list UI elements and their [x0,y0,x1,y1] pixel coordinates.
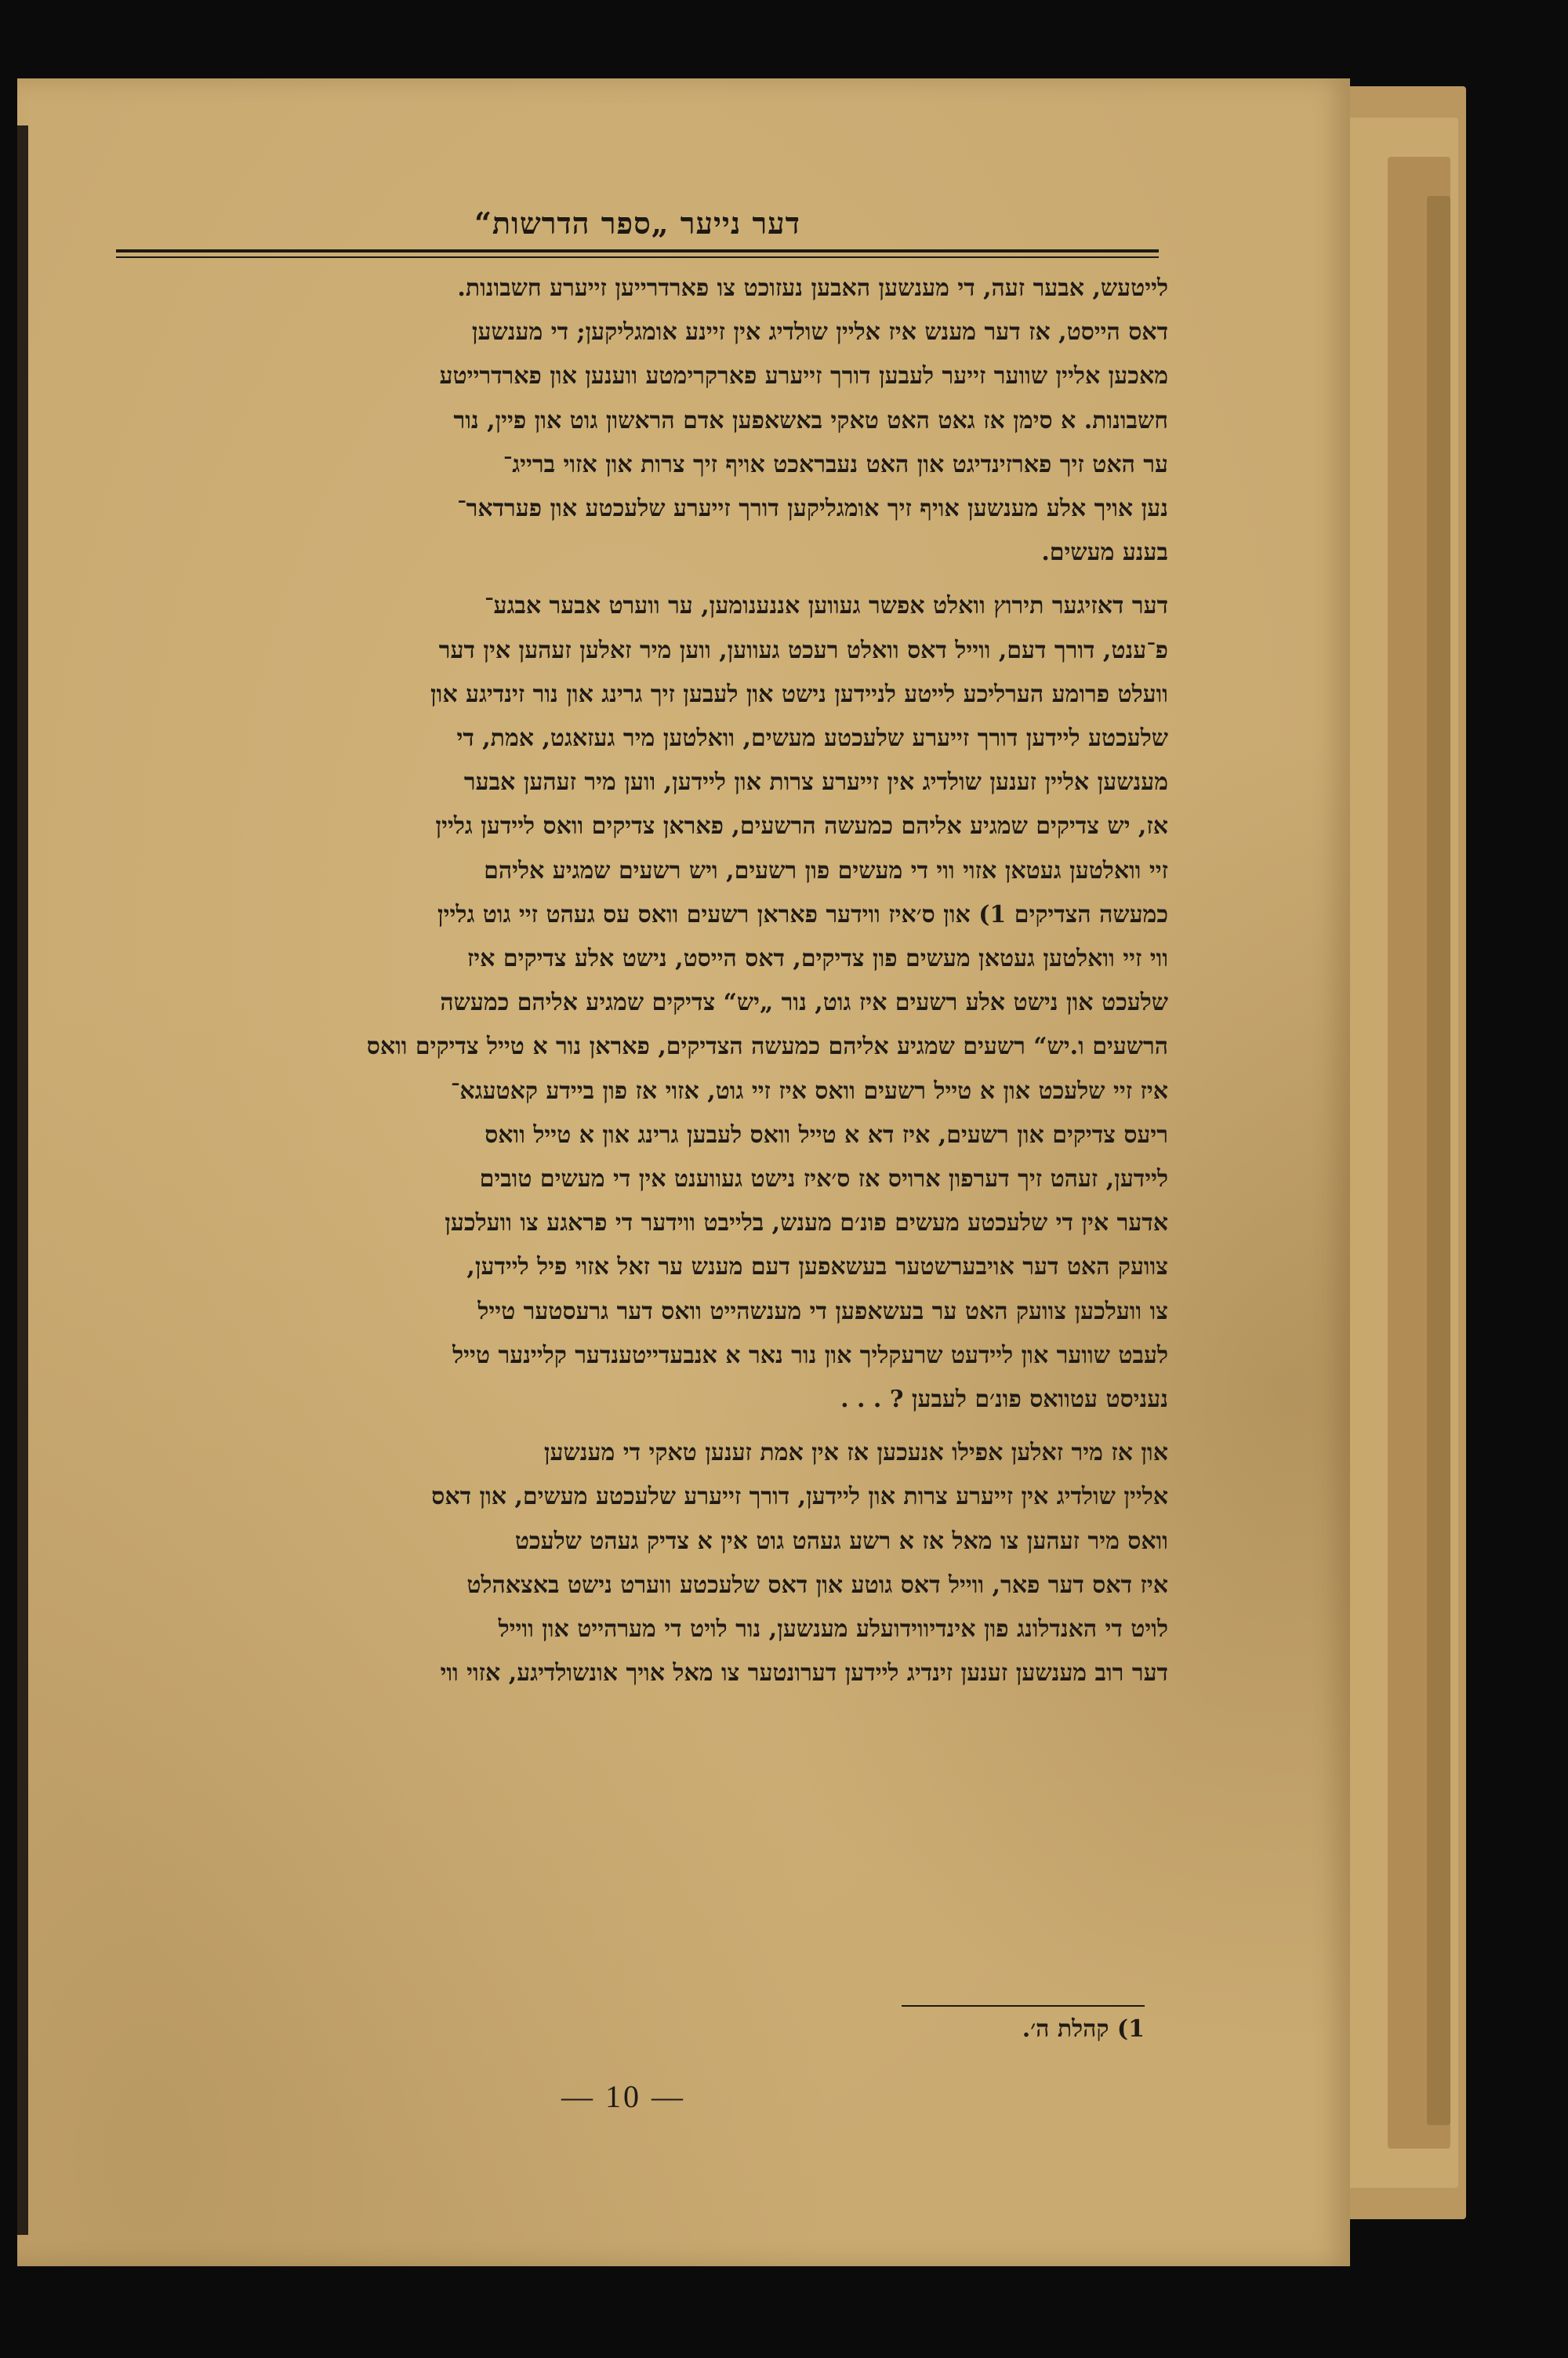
text-line: ליידען, זעהט זיך דערפון ארויס אז ס׳איז נישט געווענט אין די מעשים טובים [479,1165,1168,1194]
paragraph [110,1431,1168,1695]
text-line: הרשעים ו.יש“ רשעים שמגיע אליהם כמעשה הצדיקים, פאראן נור א טייל צדיקים וואס [366,1033,1168,1061]
text-line: דער דאזיגער תירוץ וואלט אפשר געווען אננענומען, ער ווערט אבער אבגע־ [485,592,1168,620]
text-line: ער האט זיך פארזינדיגט און האט נעבראכט אויף זיך צרות און אזוי ברייג־ [503,450,1168,478]
text-line: פ־ענט, דורך דעם, ווייל דאס וואלט רעכט געווען, ווען מיר זאלען זעהען אין דער [438,636,1168,664]
text-line: אליין שולדיג אין זייערע צרות און ליידען, דורך זייערע שלעכטע מעשים, און דאס [431,1483,1168,1511]
text-line: שלעכטע ליידען דורך זייערע שלעכטע מעשים, וואלטען מיר געזאגט, אמת, די [456,725,1168,753]
text-line: וואס מיר זעהען צו מאל אז א רשע געהט גוט אין א צדיק געהט שלעכט [514,1527,1168,1555]
text-line: שלעכט און נישט אלע רשעים איז גוט, נור „יש“ צדיקים שמגיע אליהם כמעשה [440,989,1168,1017]
text-line: און אז מיר זאלען אפילו אנעכען אז אין אמת זענען טאקי די מענשען [543,1439,1168,1467]
text-line: איז דאס דער פאר, ווייל דאס גוטע און דאס שלעכטע ווערט נישט באצאהלט [466,1571,1168,1599]
text-line: לויט די האנדלונג פון אינדיווידועלע מענשען, נור לויט די מערהייט און ווייל [498,1615,1168,1644]
text-line: חשבונות. א סימן אז גאט האט טאקי באשאפען אדם הראשון גוט און פיין, נור [453,406,1168,434]
text-line: לעבט שווער און ליידעט שרעקליך און נור נאר א אנבעדייטענדער קליינער טייל [452,1341,1168,1369]
text-line: צו וועלכען צוועק האט ער בעשאפען די מענשהייט וואס דער גרעסטער טייל [477,1297,1168,1325]
text-line: אז, יש צדיקים שמגיע אליהם כמעשה הרשעים, פאראן צדיקים וואס ליידען גליין [435,812,1168,841]
text-line: אדער אין די שלעכטע מעשים פונ׳ם מענש, בלייבט ווידער די פראגע צו וועלכען [445,1209,1168,1237]
header-rule-thin [116,256,1159,258]
text-line: מענשען אליין זענען שולדיג אין זייערע צרות און ליידען, ווען מיר זעהען אבער [463,768,1168,797]
page-number: — 10 — [561,2079,685,2114]
footnote-rule [902,2005,1145,2007]
binding-gutter [17,125,28,2235]
text-line: דאס הייסט, אז דער מענש איז אליין שולדיג אין זיינע אומגליקען; די מענשען [471,318,1168,347]
text-line: לייטעש, אבער זעה, די מענשען האבען נעזוכט צו פארדרייען זייערע חשבונות. [457,274,1168,302]
header-rule [116,249,1159,253]
text-line: זיי וואלטען געטאן אזוי ווי די מעשים פון רשעים, ויש רשעים שמגיע אליהם [484,856,1168,885]
text-line: נען אויך אלע מענשען אויף זיך אומגליקען דורך זייערע שלעכטע און פערדאר־ [457,495,1168,523]
running-header: דער נייער „ספר הדרשות“ [474,205,800,241]
text-line: נעניסט עטוואס פונ׳ם לעבען ? . . . [840,1386,1168,1414]
text-line: וועלט פרומע הערליכע לייטע לניידען נישט און לעבען זיך גרינג און נור זינדיגע און [430,680,1168,708]
text-line: צוועק האט דער אויבערשטער בעשאפען דעם מענש ער זאל אזוי פיל ליידען, [466,1253,1168,1281]
paragraph [110,584,1168,1422]
text-line: ריעס צדיקים און רשעים, איז דא א טייל וואס לעבען גרינג און א טייל וואס [485,1121,1168,1149]
text-line: ווי זיי וואלטען געטאן מעשים פון צדיקים, דאס הייסט, נישט אלע צדיקים איז [466,945,1168,973]
text-line: דער רוב מענשען זענען זינדיג ליידען דערונטער צו מאל אויך אונשולדיגע, אזוי ווי [440,1659,1168,1688]
page-stack-edge [1427,196,1450,2125]
paragraph [110,267,1168,575]
footnote: 1) קהלת ה׳. [1022,2015,1145,2043]
text-line: כמעשה הצדיקים 1) און ס׳איז ווידער פאראן רשעים וואס עס געהט זיי גוט גליין [437,900,1168,928]
text-line: איז זיי שלעכט און א טייל רשעים וואס איז זיי גוט, אזוי אז פון ביידע קאטעגא־ [450,1077,1168,1105]
body-text [110,267,1168,1696]
text-line: בענע מעשים. [1041,539,1168,567]
text-line: מאכען אליין שווער זייער לעבען דורך זייערע פארקרימטע ווענען און פארדרייטע [439,362,1168,391]
